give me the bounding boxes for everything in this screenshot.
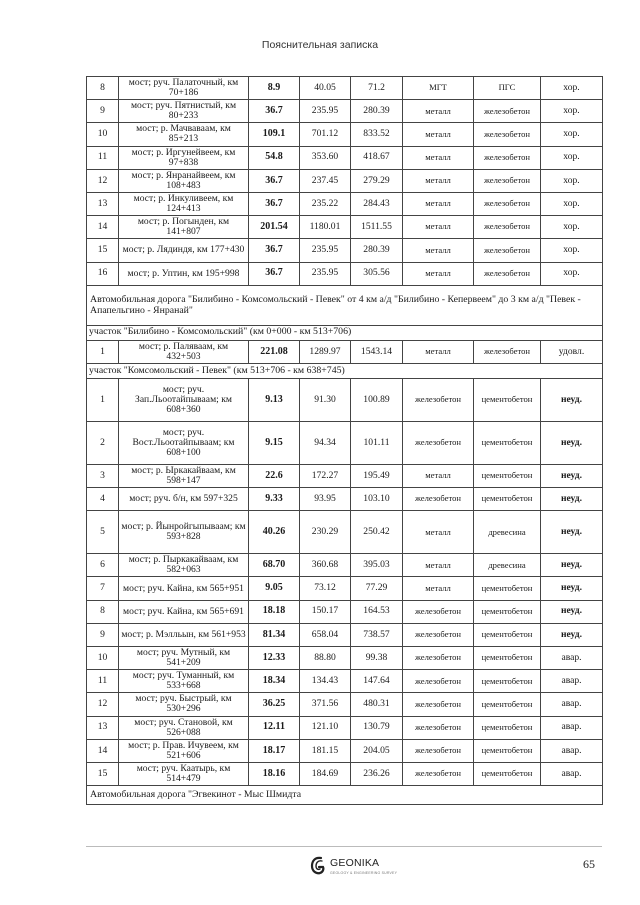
span-material: железобетон xyxy=(403,693,474,716)
bridge-name: мост; руч. Палаточный, км 70+186 xyxy=(119,77,249,100)
table-row xyxy=(87,146,603,169)
bridge-value-2: 100.89 xyxy=(351,378,403,421)
bridge-name: мост; р. Иргунейвеем, км 97+838 xyxy=(119,146,249,169)
table-row xyxy=(87,647,603,670)
bridge-value-1: 94.34 xyxy=(300,421,351,464)
bridge-value-2: 1511.55 xyxy=(351,216,403,239)
bridge-name: мост; руч. Каатырь, км 514+479 xyxy=(119,762,249,785)
bridge-name: мост; р. Мэлльын, км 561+953 xyxy=(119,623,249,646)
bridge-value-2: 204.05 xyxy=(351,739,403,762)
deck-material: железобетон xyxy=(474,100,541,123)
bridge-value-2: 99.38 xyxy=(351,647,403,670)
deck-material: железобетон xyxy=(474,216,541,239)
bridge-condition: авар. xyxy=(541,762,603,785)
table-row xyxy=(87,100,603,123)
row-number: 14 xyxy=(87,739,119,762)
section-title: участок "Комсомольский - Певек" (км 513+706 - км 638+745) xyxy=(87,363,603,378)
bridge-name: мост; руч. Пятнистый, км 80+233 xyxy=(119,100,249,123)
row-number: 10 xyxy=(87,123,119,146)
bridge-length: 36.7 xyxy=(249,192,300,215)
deck-material: железобетон xyxy=(474,262,541,285)
deck-material: железобетон xyxy=(474,123,541,146)
table-row xyxy=(87,262,603,285)
bridge-length: 9.05 xyxy=(249,577,300,600)
bridge-name: мост; руч. Становой, км 526+088 xyxy=(119,716,249,739)
bridge-condition: хор. xyxy=(541,169,603,192)
bridge-condition: авар. xyxy=(541,739,603,762)
bridge-name: мост; руч. б/н, км 597+325 xyxy=(119,488,249,511)
deck-material: цементобетон xyxy=(474,693,541,716)
deck-material: железобетон xyxy=(474,169,541,192)
deck-material: цементобетон xyxy=(474,762,541,785)
table-row xyxy=(87,670,603,693)
bridge-condition: хор. xyxy=(541,77,603,100)
bridge-name: мост; руч. Мутный, км 541+209 xyxy=(119,647,249,670)
bridge-value-2: 1543.14 xyxy=(351,340,403,363)
bridge-value-2: 77.29 xyxy=(351,577,403,600)
table-row xyxy=(87,739,603,762)
bridge-length: 201.54 xyxy=(249,216,300,239)
span-material: железобетон xyxy=(403,739,474,762)
bridge-name: мост; р. Погынден, км 141+807 xyxy=(119,216,249,239)
span-material: металл xyxy=(403,554,474,577)
bridge-name: мост; руч. Туманный, км 533+668 xyxy=(119,670,249,693)
deck-material: цементобетон xyxy=(474,739,541,762)
deck-material: цементобетон xyxy=(474,464,541,487)
bridge-length: 9.13 xyxy=(249,378,300,421)
bridge-value-2: 280.39 xyxy=(351,239,403,262)
bridge-value-2: 164.53 xyxy=(351,600,403,623)
bridge-condition: неуд. xyxy=(541,577,603,600)
row-number: 9 xyxy=(87,623,119,646)
bridge-value-1: 93.95 xyxy=(300,488,351,511)
bridge-value-1: 235.95 xyxy=(300,262,351,285)
bridge-condition: хор. xyxy=(541,146,603,169)
table-row xyxy=(87,192,603,215)
bridge-length: 109.1 xyxy=(249,123,300,146)
bridge-value-2: 236.26 xyxy=(351,762,403,785)
bridges-table-wrapper xyxy=(86,76,602,805)
deck-material: цементобетон xyxy=(474,488,541,511)
bridge-value-2: 280.39 xyxy=(351,100,403,123)
table-row xyxy=(87,716,603,739)
row-number: 14 xyxy=(87,216,119,239)
deck-material: цементобетон xyxy=(474,378,541,421)
row-number: 8 xyxy=(87,600,119,623)
section-title-row xyxy=(87,363,603,378)
bridge-condition: авар. xyxy=(541,670,603,693)
bridge-value-2: 395.03 xyxy=(351,554,403,577)
table-row xyxy=(87,378,603,421)
span-material: железобетон xyxy=(403,421,474,464)
bridge-length: 36.7 xyxy=(249,169,300,192)
bridge-condition: неуд. xyxy=(541,554,603,577)
table-row xyxy=(87,216,603,239)
bridge-value-2: 738.57 xyxy=(351,623,403,646)
bridge-condition: хор. xyxy=(541,192,603,215)
page-header: Пояснительная записка xyxy=(261,39,379,51)
bridge-name: мост; руч. Вост.Льоотайпываам; км 608+100 xyxy=(119,421,249,464)
deck-material: древесина xyxy=(474,511,541,554)
bridge-value-1: 658.04 xyxy=(300,623,351,646)
bridge-length: 36.7 xyxy=(249,239,300,262)
bridge-value-1: 181.15 xyxy=(300,739,351,762)
span-material: железобетон xyxy=(403,600,474,623)
row-number: 16 xyxy=(87,262,119,285)
deck-material: древесина xyxy=(474,554,541,577)
table-row xyxy=(87,577,603,600)
bridge-name: мост; р. Прав. Ичувеем, км 521+606 xyxy=(119,739,249,762)
row-number: 15 xyxy=(87,762,119,785)
row-number: 15 xyxy=(87,239,119,262)
span-material: МГТ xyxy=(403,77,474,100)
bridge-length: 12.11 xyxy=(249,716,300,739)
span-material: металл xyxy=(403,340,474,363)
bridge-condition: неуд. xyxy=(541,378,603,421)
bridge-value-1: 172.27 xyxy=(300,464,351,487)
row-number: 11 xyxy=(87,146,119,169)
bridge-value-1: 121.10 xyxy=(300,716,351,739)
table-row xyxy=(87,464,603,487)
geonika-logo xyxy=(310,853,398,883)
span-material: металл xyxy=(403,216,474,239)
bridge-length: 12.33 xyxy=(249,647,300,670)
page-number: 65 xyxy=(583,857,595,871)
bridge-value-1: 701.12 xyxy=(300,123,351,146)
bridge-value-1: 230.29 xyxy=(300,511,351,554)
span-material: металл xyxy=(403,239,474,262)
bridge-name: мост; р. Йынройгыпываам; км 593+828 xyxy=(119,511,249,554)
bridge-condition: неуд. xyxy=(541,421,603,464)
deck-material: железобетон xyxy=(474,146,541,169)
deck-material: цементобетон xyxy=(474,577,541,600)
bridge-name: мост; руч. Кайна, км 565+951 xyxy=(119,577,249,600)
road-title-row xyxy=(87,285,603,325)
bridge-length: 8.9 xyxy=(249,77,300,100)
bridge-value-1: 150.17 xyxy=(300,600,351,623)
table-row xyxy=(87,169,603,192)
table-row xyxy=(87,623,603,646)
table-row xyxy=(87,340,603,363)
deck-material: цементобетон xyxy=(474,600,541,623)
span-material: металл xyxy=(403,100,474,123)
bridge-condition: авар. xyxy=(541,647,603,670)
deck-material: цементобетон xyxy=(474,647,541,670)
bridge-condition: хор. xyxy=(541,239,603,262)
deck-material: цементобетон xyxy=(474,623,541,646)
table-row xyxy=(87,600,603,623)
bridge-condition: неуд. xyxy=(541,623,603,646)
bridge-name: мост; руч. Зап.Льоотайпываам; км 608+360 xyxy=(119,378,249,421)
span-material: железобетон xyxy=(403,716,474,739)
bridge-value-1: 1180.01 xyxy=(300,216,351,239)
bridge-length: 9.15 xyxy=(249,421,300,464)
table-row xyxy=(87,421,603,464)
bridge-name: мост; руч. Быстрый, км 530+296 xyxy=(119,693,249,716)
bridge-value-2: 71.2 xyxy=(351,77,403,100)
bridge-value-1: 134.43 xyxy=(300,670,351,693)
row-number: 5 xyxy=(87,511,119,554)
table-row xyxy=(87,693,603,716)
road-title: Автомобильная дорога "Эгвекинот - Мыс Шмидта xyxy=(87,786,603,805)
geonika-logo-text: GEONIKA xyxy=(330,857,380,869)
bridge-condition: неуд. xyxy=(541,464,603,487)
bridge-value-2: 418.67 xyxy=(351,146,403,169)
bridge-length: 36.7 xyxy=(249,262,300,285)
bridge-value-2: 250.42 xyxy=(351,511,403,554)
geonika-logo-icon xyxy=(310,855,326,875)
bridge-name: мост; р. Пыркакайваам, км 582+063 xyxy=(119,554,249,577)
table-row xyxy=(87,554,603,577)
span-material: железобетон xyxy=(403,488,474,511)
bridge-value-1: 88.80 xyxy=(300,647,351,670)
bridge-value-1: 184.69 xyxy=(300,762,351,785)
table-row xyxy=(87,239,603,262)
span-material: металл xyxy=(403,169,474,192)
bridge-value-1: 40.05 xyxy=(300,77,351,100)
road-title: Автомобильная дорога "Билибино - Комсомольский - Певек" от 4 км а/д "Билибино - Кепервеем" до 3 км а/д "Певек - Апапельгино - Янранай" xyxy=(87,285,603,325)
bridge-length: 40.26 xyxy=(249,511,300,554)
row-number: 12 xyxy=(87,693,119,716)
bridge-condition: хор. xyxy=(541,216,603,239)
road-title-row xyxy=(87,786,603,805)
row-number: 4 xyxy=(87,488,119,511)
table-body xyxy=(87,77,603,805)
bridge-value-2: 147.64 xyxy=(351,670,403,693)
row-number: 12 xyxy=(87,169,119,192)
deck-material: цементобетон xyxy=(474,670,541,693)
row-number: 9 xyxy=(87,100,119,123)
span-material: металл xyxy=(403,511,474,554)
row-number: 8 xyxy=(87,77,119,100)
bridge-condition: неуд. xyxy=(541,488,603,511)
bridge-value-1: 73.12 xyxy=(300,577,351,600)
geonika-logo-subtext: GEOLOGY & ENGINEERING SURVEY xyxy=(330,871,398,875)
span-material: железобетон xyxy=(403,670,474,693)
span-material: железобетон xyxy=(403,623,474,646)
bridge-name: мост; р. Инкуливеем, км 124+413 xyxy=(119,192,249,215)
bridge-value-1: 1289.97 xyxy=(300,340,351,363)
bridge-length: 18.34 xyxy=(249,670,300,693)
span-material: металл xyxy=(403,146,474,169)
row-number: 13 xyxy=(87,716,119,739)
deck-material: цементобетон xyxy=(474,421,541,464)
table-row xyxy=(87,123,603,146)
deck-material: железобетон xyxy=(474,192,541,215)
bridge-length: 18.16 xyxy=(249,762,300,785)
bridge-value-1: 360.68 xyxy=(300,554,351,577)
span-material: металл xyxy=(403,464,474,487)
bridge-value-1: 371.56 xyxy=(300,693,351,716)
span-material: железобетон xyxy=(403,762,474,785)
bridge-length: 54.8 xyxy=(249,146,300,169)
bridge-name: мост; р. Мачваваам, км 85+213 xyxy=(119,123,249,146)
table-row xyxy=(87,488,603,511)
row-number: 10 xyxy=(87,647,119,670)
bridge-name: мост; р. Уптин, км 195+998 xyxy=(119,262,249,285)
bridge-value-1: 353.60 xyxy=(300,146,351,169)
bridge-condition: хор. xyxy=(541,100,603,123)
bridge-value-2: 195.49 xyxy=(351,464,403,487)
bridge-condition: удовл. xyxy=(541,340,603,363)
row-number: 6 xyxy=(87,554,119,577)
bridge-name: мост; р. Ыркакайваам, км 598+147 xyxy=(119,464,249,487)
bridge-condition: авар. xyxy=(541,716,603,739)
span-material: металл xyxy=(403,192,474,215)
bridge-length: 36.25 xyxy=(249,693,300,716)
deck-material: цементобетон xyxy=(474,716,541,739)
bridge-condition: хор. xyxy=(541,262,603,285)
bridge-condition: неуд. xyxy=(541,600,603,623)
span-material: металл xyxy=(403,123,474,146)
bridge-name: мост; р. Янранайвеем, км 108+483 xyxy=(119,169,249,192)
bridge-name: мост; руч. Кайна, км 565+691 xyxy=(119,600,249,623)
bridge-length: 68.70 xyxy=(249,554,300,577)
deck-material: ПГС xyxy=(474,77,541,100)
bridge-value-1: 235.22 xyxy=(300,192,351,215)
section-title-row xyxy=(87,325,603,340)
bridge-value-2: 103.10 xyxy=(351,488,403,511)
table-row xyxy=(87,511,603,554)
span-material: металл xyxy=(403,262,474,285)
bridge-name: мост; р. Паляваам, км 432+503 xyxy=(119,340,249,363)
row-number: 7 xyxy=(87,577,119,600)
bridge-condition: авар. xyxy=(541,693,603,716)
table-row xyxy=(87,762,603,785)
deck-material: железобетон xyxy=(474,239,541,262)
bridge-name: мост; р. Лядиндя, км 177+430 xyxy=(119,239,249,262)
bridge-condition: хор. xyxy=(541,123,603,146)
table-row xyxy=(87,77,603,100)
bridge-value-2: 305.56 xyxy=(351,262,403,285)
row-number: 3 xyxy=(87,464,119,487)
span-material: железобетон xyxy=(403,378,474,421)
bridge-value-1: 237.45 xyxy=(300,169,351,192)
bridge-value-2: 480.31 xyxy=(351,693,403,716)
bridge-length: 221.08 xyxy=(249,340,300,363)
bridge-length: 81.34 xyxy=(249,623,300,646)
bridge-value-2: 284.43 xyxy=(351,192,403,215)
bridge-length: 22.6 xyxy=(249,464,300,487)
bridge-length: 18.18 xyxy=(249,600,300,623)
section-title: участок "Билибино - Комсомольский" (км 0+000 - км 513+706) xyxy=(87,325,603,340)
bridge-value-2: 279.29 xyxy=(351,169,403,192)
bridge-condition: неуд. xyxy=(541,511,603,554)
row-number: 13 xyxy=(87,192,119,215)
deck-material: железобетон xyxy=(474,340,541,363)
row-number: 1 xyxy=(87,340,119,363)
span-material: металл xyxy=(403,577,474,600)
bridge-value-2: 101.11 xyxy=(351,421,403,464)
bridge-value-2: 130.79 xyxy=(351,716,403,739)
bridge-length: 9.33 xyxy=(249,488,300,511)
bridge-length: 36.7 xyxy=(249,100,300,123)
bridges-table xyxy=(86,76,603,805)
footer-divider xyxy=(86,846,602,847)
bridge-value-1: 235.95 xyxy=(300,100,351,123)
row-number: 1 xyxy=(87,378,119,421)
row-number: 2 xyxy=(87,421,119,464)
bridge-value-1: 91.30 xyxy=(300,378,351,421)
bridge-value-1: 235.95 xyxy=(300,239,351,262)
row-number: 11 xyxy=(87,670,119,693)
span-material: железобетон xyxy=(403,647,474,670)
bridge-value-2: 833.52 xyxy=(351,123,403,146)
bridge-length: 18.17 xyxy=(249,739,300,762)
